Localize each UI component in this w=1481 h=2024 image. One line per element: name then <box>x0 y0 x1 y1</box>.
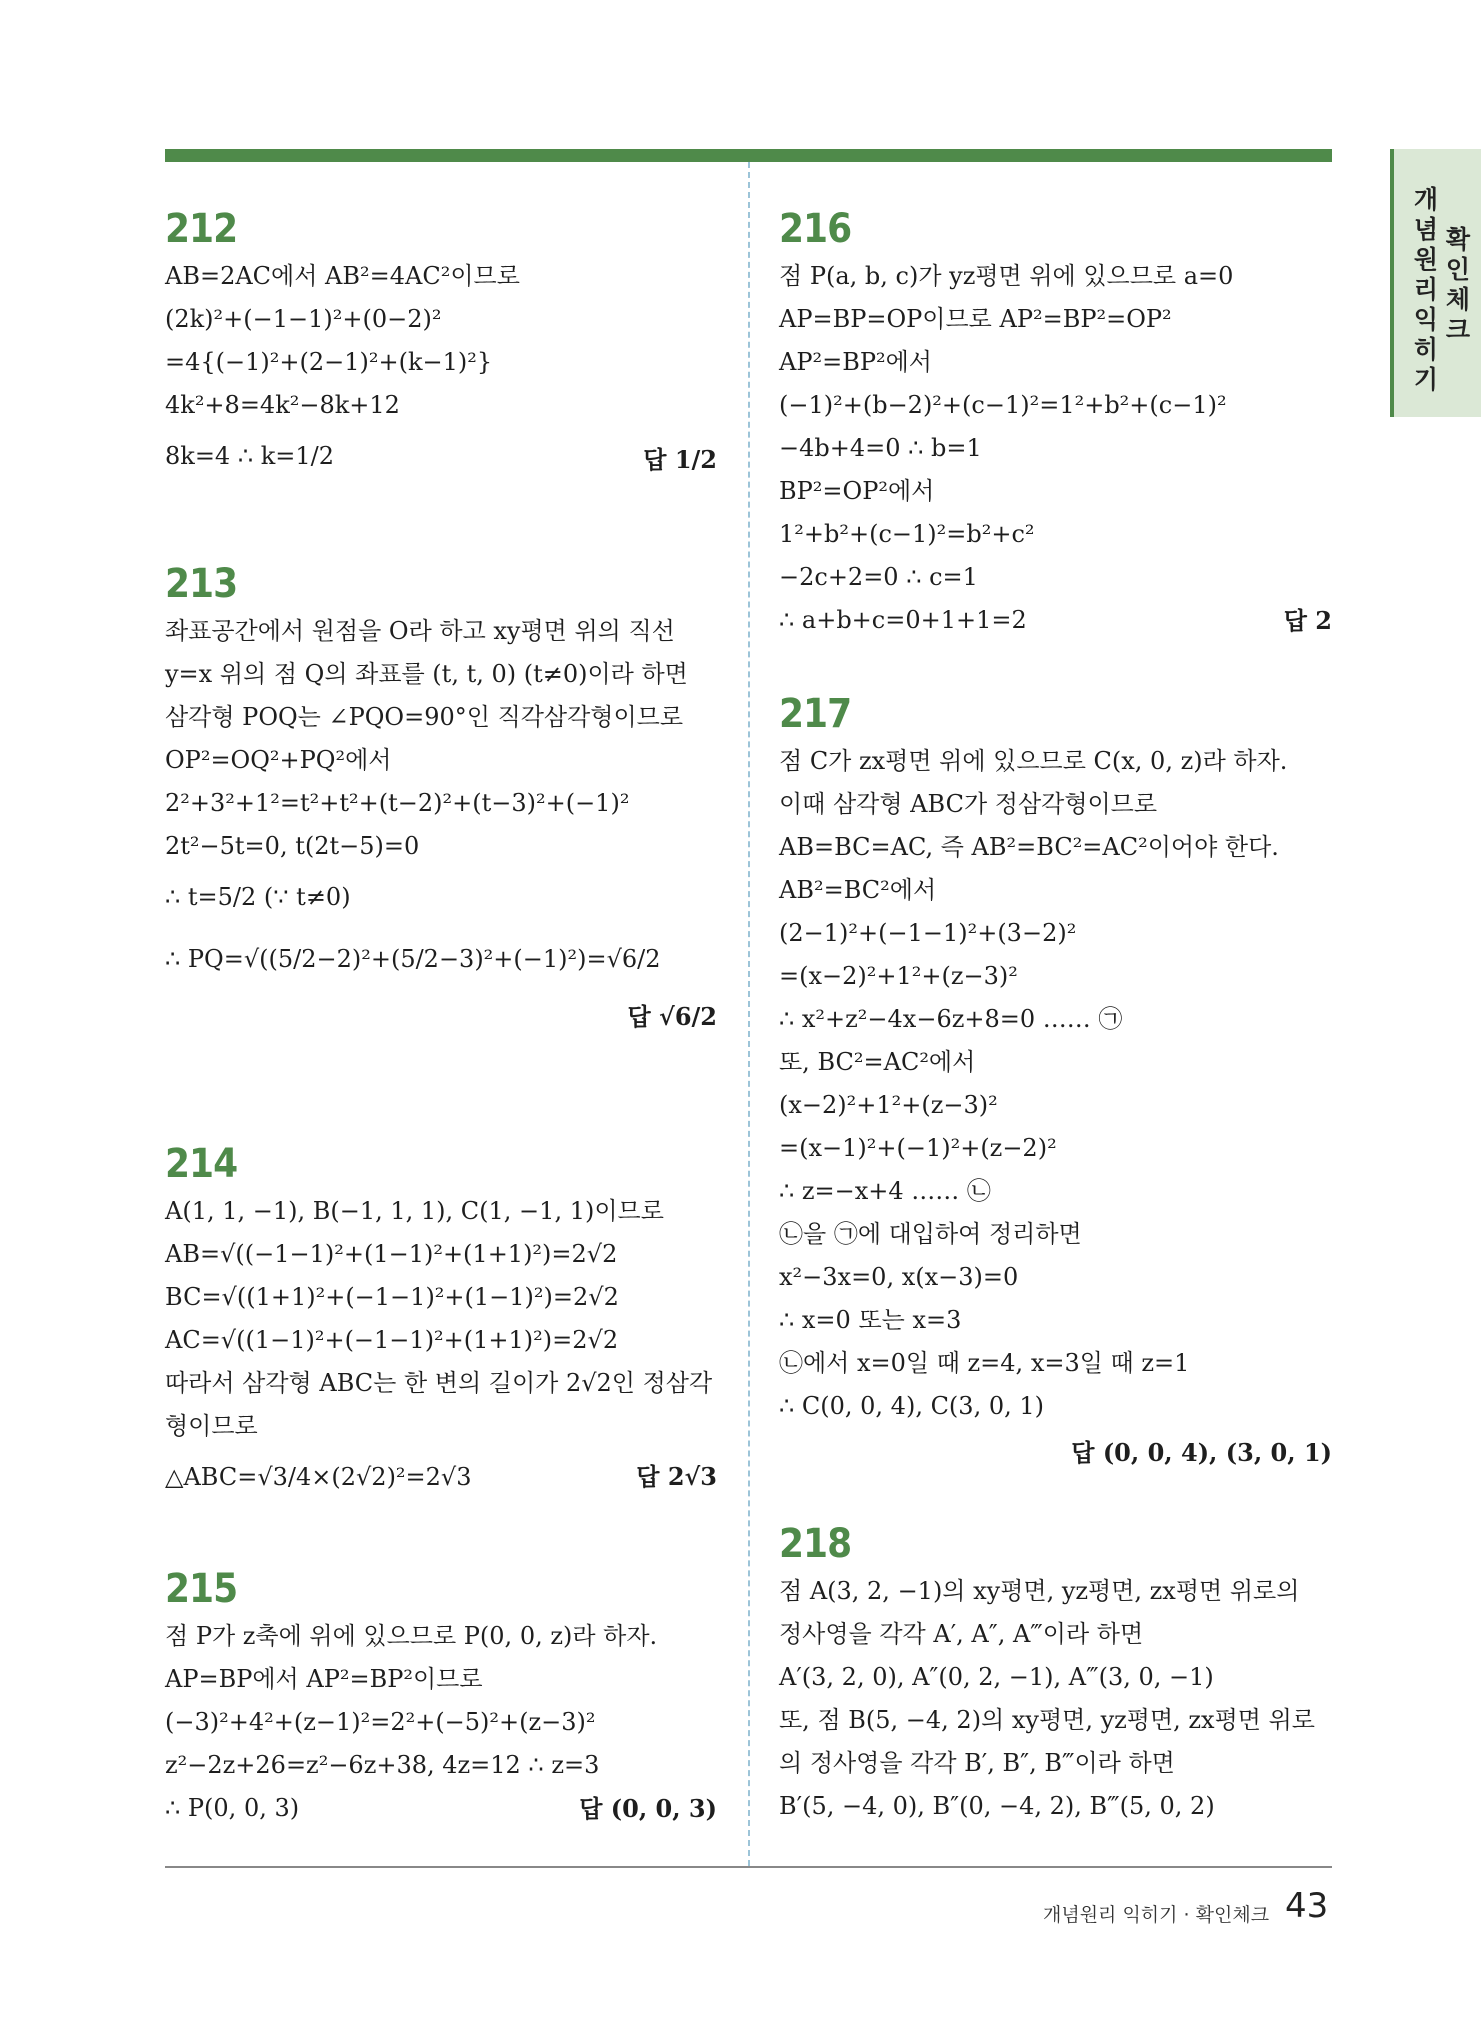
solution-line: BP²=OP²에서 <box>779 477 935 505</box>
answer: 답 √6/2 <box>627 1002 717 1031</box>
problem-213 <box>165 560 717 1042</box>
solution-line: 점 A(3, 2, −1)의 xy평면, yz평면, zx평면 위로의 <box>779 1577 1300 1605</box>
answer: 답 2 <box>1283 606 1332 635</box>
solution-line: (2k)²+(−1−1)²+(0−2)² <box>165 305 442 333</box>
page-number: 43 <box>1285 1886 1329 1926</box>
solution-line: AB=BC=AC, 즉 AB²=BC²=AC²이어야 한다. <box>779 833 1279 861</box>
solution-line: ∴ t=5/2 (∵ t≠0) <box>165 883 351 911</box>
solution-line: ㉡을 ㉠에 대입하여 정리하면 <box>779 1220 1082 1248</box>
solution-line: 8k=4 ∴ k=1/2 <box>165 442 334 470</box>
problem-215 <box>165 1565 717 1834</box>
solution-line: 2²+3²+1²=t²+t²+(t−2)²+(t−3)²+(−1)² <box>165 789 630 817</box>
solution-line: BC=√((1+1)²+(−1−1)²+(1−1)²)=2√2 <box>165 1283 619 1311</box>
solution-line: △ABC=√3/4×(2√2)²=2√3 <box>165 1463 472 1491</box>
solution-line: ㉡에서 x=0일 때 z=4, x=3일 때 z=1 <box>779 1349 1190 1377</box>
solution-line: (−1)²+(b−2)²+(c−1)²=1²+b²+(c−1)² <box>779 391 1227 419</box>
column-divider <box>748 162 750 1866</box>
solution-line: ∴ PQ=√((5/2−2)²+(5/2−3)²+(−1)²)=√6/2 <box>165 945 661 973</box>
solution-line: (−3)²+4²+(z−1)²=2²+(−5)²+(z−3)² <box>165 1708 596 1736</box>
solution-line: ∴ a+b+c=0+1+1=2 <box>779 606 1027 634</box>
chapter-side-tab <box>1390 149 1481 417</box>
solution-line: 4k²+8=4k²−8k+12 <box>165 391 400 419</box>
solution-line: 또, 점 B(5, −4, 2)의 xy평면, yz평면, zx평면 위로 <box>779 1706 1315 1734</box>
answer: 답 (0, 0, 4), (3, 0, 1) <box>1071 1438 1332 1467</box>
solution-line: 1²+b²+(c−1)²=b²+c² <box>779 520 1035 548</box>
answer: 답 (0, 0, 3) <box>579 1794 717 1823</box>
solution-line: −4b+4=0 ∴ b=1 <box>779 434 982 462</box>
solution-line: AB²=BC²에서 <box>779 876 937 904</box>
solution-line: AB=2AC에서 AB²=4AC²이므로 <box>165 262 520 290</box>
solution-line: 이때 삼각형 ABC가 정삼각형이므로 <box>779 790 1158 818</box>
problem-number: 213 <box>165 561 238 607</box>
problem-number: 217 <box>779 691 852 737</box>
solution-line: =(x−2)²+1²+(z−3)² <box>779 962 1018 990</box>
problem-number: 216 <box>779 206 852 252</box>
solution-line: AC=√((1−1)²+(−1−1)²+(1+1)²)=2√2 <box>165 1326 619 1354</box>
solution-line: z²−2z+26=z²−6z+38, 4z=12 ∴ z=3 <box>165 1751 600 1779</box>
solution-line: OP²=OQ²+PQ²에서 <box>165 746 392 774</box>
solution-line: ∴ z=−x+4 …… ㉡ <box>779 1177 991 1205</box>
answer: 답 2√3 <box>636 1462 717 1491</box>
answer: 답 1/2 <box>643 445 717 474</box>
solution-line: AP²=BP²에서 <box>779 348 932 376</box>
problem-number: 215 <box>165 1566 238 1612</box>
problem-number: 218 <box>779 1521 852 1567</box>
solution-line: A′(3, 2, 0), A″(0, 2, −1), A‴(3, 0, −1) <box>779 1663 1214 1691</box>
solution-line: ∴ P(0, 0, 3) <box>165 1794 300 1822</box>
solution-line: ∴ C(0, 0, 4), C(3, 0, 1) <box>779 1392 1044 1420</box>
solution-line: 점 P가 z축에 위에 있으므로 P(0, 0, z)라 하자. <box>165 1622 658 1650</box>
top-rule <box>165 149 1332 162</box>
solution-line: (2−1)²+(−1−1)²+(3−2)² <box>779 919 1077 947</box>
solution-line: y=x 위의 점 Q의 좌표를 (t, t, 0) (t≠0)이라 하면 <box>165 660 688 688</box>
solution-line: −2c+2=0 ∴ c=1 <box>779 563 978 591</box>
solution-line: 좌표공간에서 원점을 O라 하고 xy평면 위의 직선 <box>165 617 675 645</box>
footer-label: 개념원리 익히기 · 확인체크 <box>1043 1904 1270 1926</box>
solution-line: 형이므로 <box>165 1412 258 1440</box>
bottom-rule <box>165 1866 1332 1868</box>
solution-line: 2t²−5t=0, t(2t−5)=0 <box>165 832 420 860</box>
solution-line: AB=√((−1−1)²+(1−1)²+(1+1)²)=2√2 <box>165 1240 618 1268</box>
side-tab-label-check: 확 인 체 크 <box>1445 225 1471 344</box>
problem-number: 214 <box>165 1141 238 1187</box>
solution-line: 점 P(a, b, c)가 yz평면 위에 있으므로 a=0 <box>779 262 1234 290</box>
solution-line: 정사영을 각각 A′, A″, A‴이라 하면 <box>779 1620 1144 1648</box>
solution-line: AP=BP=OP이므로 AP²=BP²=OP² <box>779 305 1172 333</box>
solution-line: ∴ x²+z²−4x−6z+8=0 …… ㉠ <box>779 1005 1123 1033</box>
problem-217 <box>779 690 1332 1478</box>
problem-214 <box>165 1140 717 1502</box>
solution-line: A(1, 1, −1), B(−1, 1, 1), C(1, −1, 1)이므로 <box>165 1197 664 1225</box>
solution-line: 삼각형 POQ는 ∠PQO=90°인 직각삼각형이므로 <box>165 703 684 731</box>
solution-line: B′(5, −4, 0), B″(0, −4, 2), B‴(5, 0, 2) <box>779 1792 1215 1820</box>
problem-218 <box>779 1520 1332 1828</box>
side-tab-label-concept: 개 념 원 리 익 히 기 <box>1413 185 1439 394</box>
solution-line: =(x−1)²+(−1)²+(z−2)² <box>779 1134 1057 1162</box>
problem-number: 212 <box>165 206 238 252</box>
solution-line: AP=BP에서 AP²=BP²이므로 <box>165 1665 483 1693</box>
solution-line: =4{(−1)²+(2−1)²+(k−1)²} <box>165 348 493 376</box>
problem-212 <box>165 205 717 485</box>
solution-line: 따라서 삼각형 ABC는 한 변의 길이가 2√2인 정삼각 <box>165 1369 713 1397</box>
solution-line: 의 정사영을 각각 B′, B″, B‴이라 하면 <box>779 1749 1175 1777</box>
solution-line: 또, BC²=AC²에서 <box>779 1048 976 1076</box>
problem-216 <box>779 205 1332 646</box>
solution-line: x²−3x=0, x(x−3)=0 <box>779 1263 1019 1291</box>
solution-line: 점 C가 zx평면 위에 있으므로 C(x, 0, z)라 하자. <box>779 747 1288 775</box>
solution-line: (x−2)²+1²+(z−3)² <box>779 1091 998 1119</box>
solution-line: ∴ x=0 또는 x=3 <box>779 1306 962 1334</box>
